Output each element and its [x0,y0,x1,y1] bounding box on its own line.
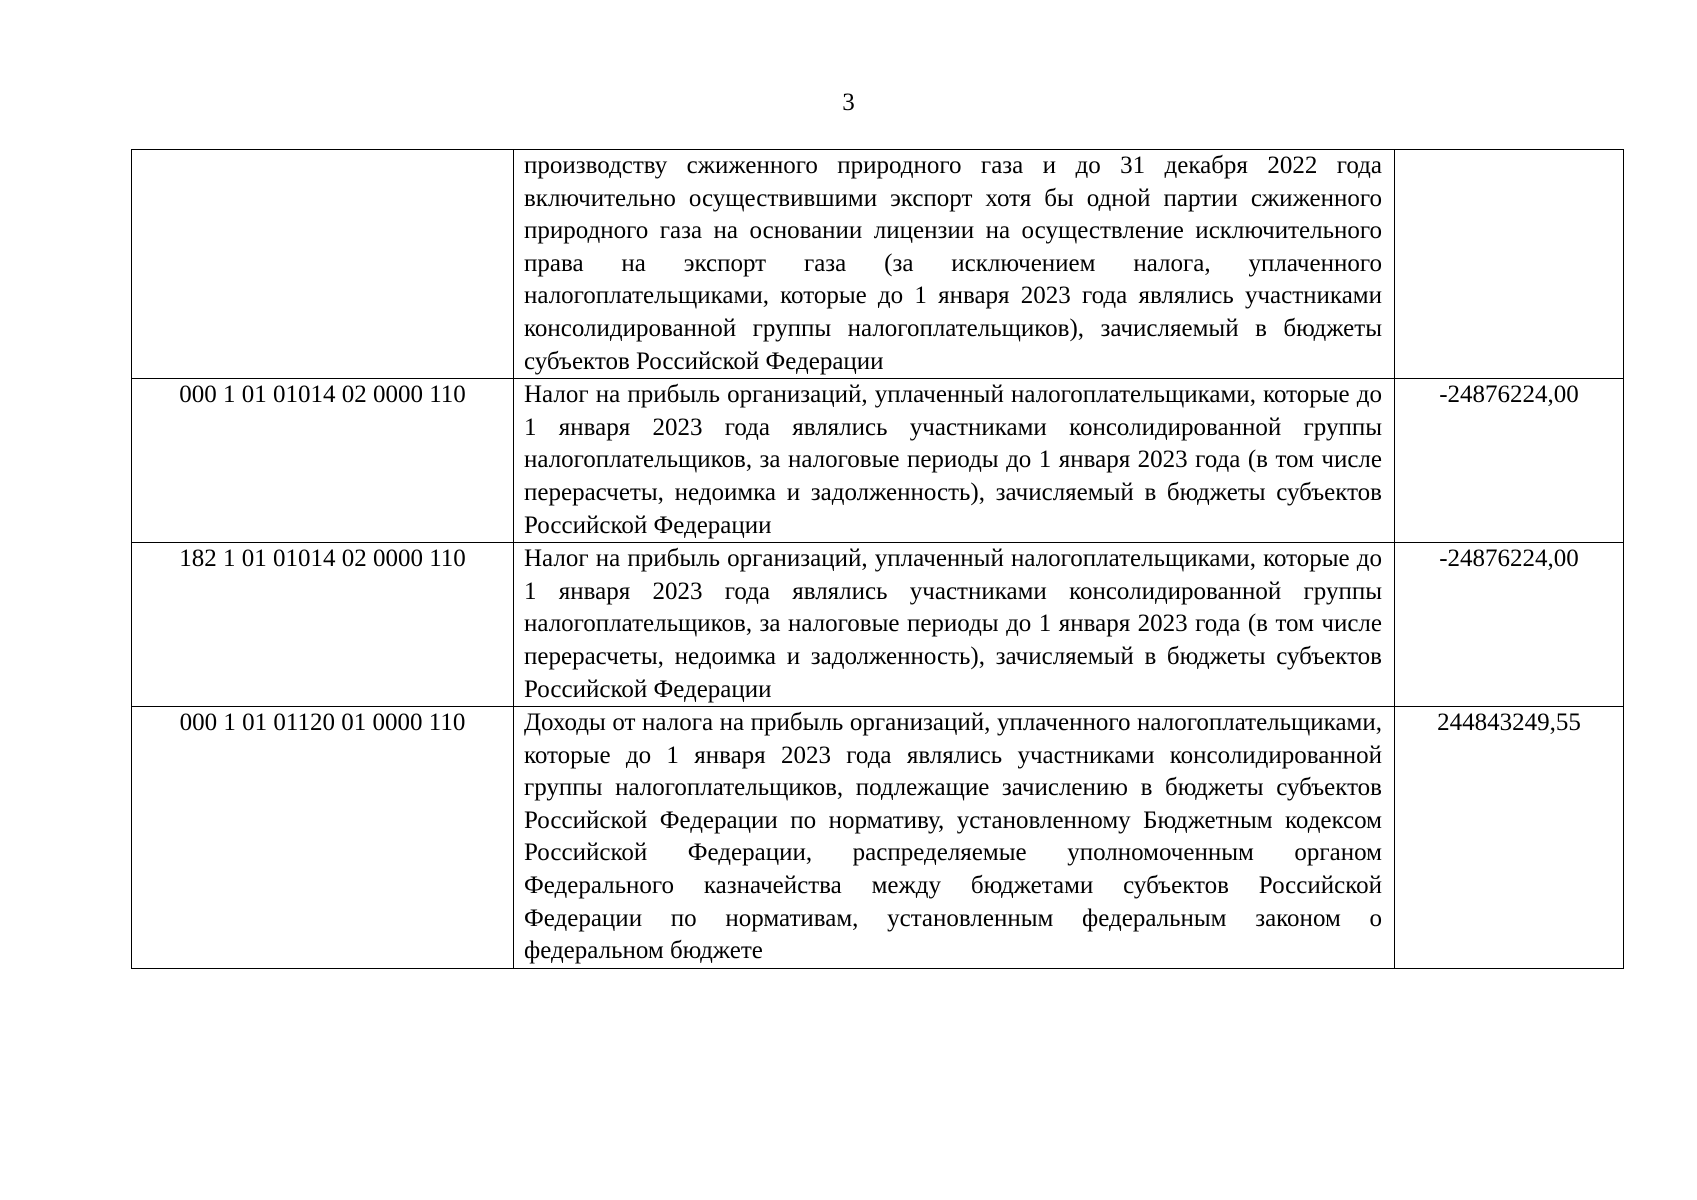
budget-code-cell: 000 1 01 01120 01 0000 110 [132,707,514,969]
revenue-name-cell: производству сжиженного природного газа и до 31 декабря 2022 года включительно осуществившими экспорт хотя бы одной партии сжиженного природного газа на основании лицензии на осуществление исключительного права на экспорт газа (за исключением налога, уплаченного налогоплательщиками, которые до 1 января 2023 года являлись участниками консолидированной группы налогоплательщиков), зачисляемый в бюджеты субъектов Российской Федерации [514,150,1395,379]
budget-code-cell: 000 1 01 01014 02 0000 110 [132,379,514,543]
budget-code-cell [132,150,514,379]
revenue-name-cell: Доходы от налога на прибыль организаций, уплаченного налогоплательщиками, которые до 1 января 2023 года являлись участниками консолидированной группы налогоплательщиков, подлежащие зачислению в бюджеты субъектов Российской Федерации по нормативу, установленному Бюджетным кодексом Российской Федерации, распределяемые уполномоченным органом Федерального казначейства между бюджетами субъектов Российской Федерации по нормативам, установленным федеральным законом о федеральном бюджете [514,707,1395,969]
amount-cell [1395,150,1624,379]
amount-cell: -24876224,00 [1395,543,1624,707]
revenue-name-cell: Налог на прибыль организаций, уплаченный налогоплательщиками, которые до 1 января 2023 года являлись участниками консолидированной группы налогоплательщиков, за налоговые периоды до 1 января 2023 года (в том числе перерасчеты, недоимка и задолженность), зачисляемый в бюджеты субъектов Российской Федерации [514,543,1395,707]
amount-cell: 244843249,55 [1395,707,1624,969]
page-number: 3 [842,89,855,116]
table-row [132,707,1624,969]
budget-code-cell: 182 1 01 01014 02 0000 110 [132,543,514,707]
table-row [132,379,1624,543]
revenue-table [131,149,1624,969]
table-row [132,543,1624,707]
table-row [132,150,1624,379]
revenue-name-cell: Налог на прибыль организаций, уплаченный налогоплательщиками, которые до 1 января 2023 года являлись участниками консолидированной группы налогоплательщиков, за налоговые периоды до 1 января 2023 года (в том числе перерасчеты, недоимка и задолженность), зачисляемый в бюджеты субъектов Российской Федерации [514,379,1395,543]
amount-cell: -24876224,00 [1395,379,1624,543]
